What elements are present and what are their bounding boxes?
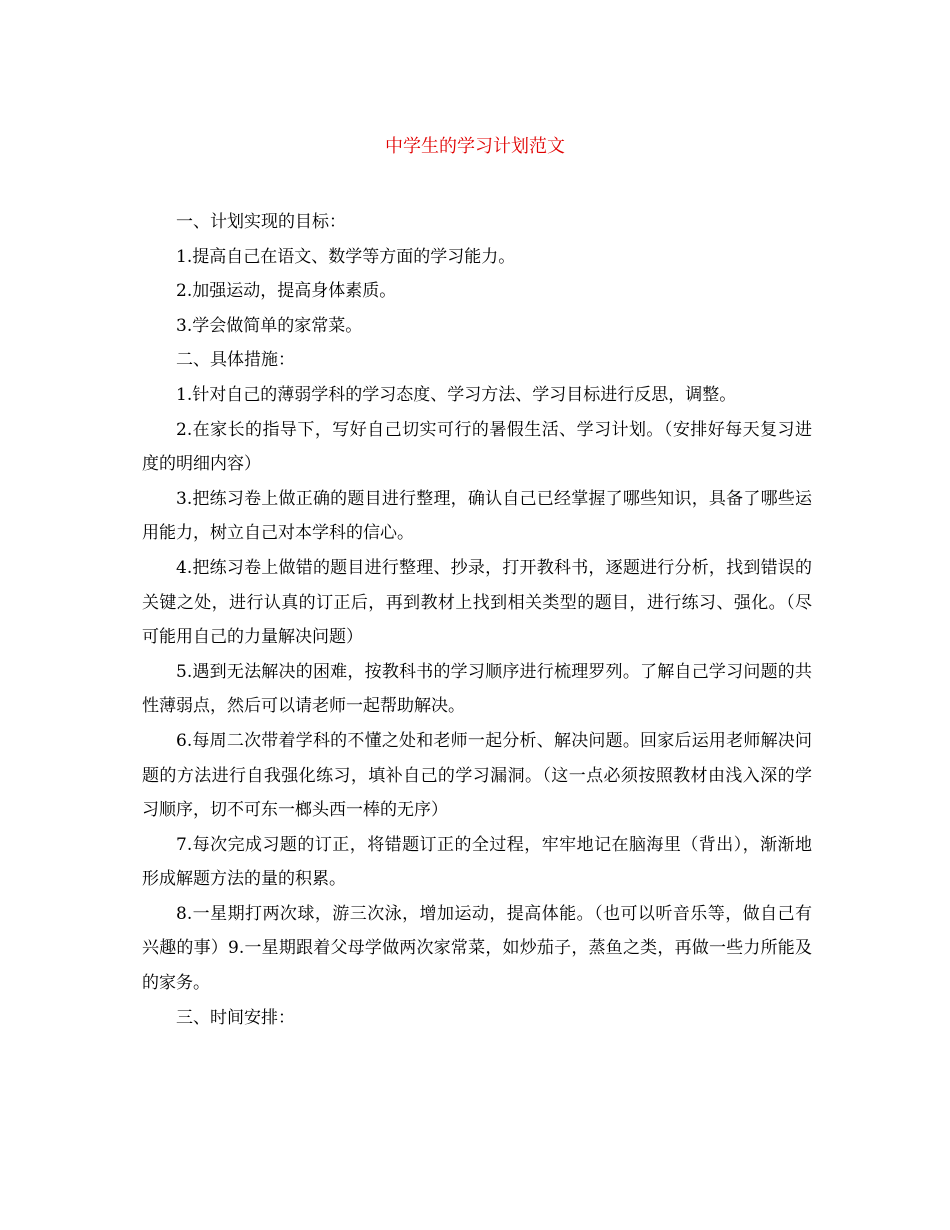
section-heading-schedule: 三、时间安排：: [176, 1007, 295, 1028]
measure-item-5: 5.遇到无法解决的困难，按教科书的学习顺序进行梳理罗列。了解自己学习问题的共性薄弱点，然后可以请老师一起帮助解决。: [142, 661, 812, 717]
measure-item-1: 1.针对自己的薄弱学科的学习态度、学习方法、学习目标进行反思，调整。: [176, 384, 737, 405]
measure-item-7: 7.每次完成习题的订正，将错题订正的全过程，牢牢地记在脑海里（背出），渐渐地形成解题方法的量的积累。: [142, 834, 812, 890]
goal-item-2: 2.加强运动，提高身体素质。: [176, 281, 397, 302]
goal-item-3: 3.学会做简单的家常菜。: [176, 315, 363, 336]
measure-item-8-9: 8.一星期打两次球，游三次泳，增加运动，提高体能。（也可以听音乐等，做自己有兴趣的事）9.一星期跟着父母学做两次家常菜，如炒茄子，蒸鱼之类，再做一些力所能及的家务。: [142, 903, 812, 994]
measure-item-4: 4.把练习卷上做错的题目进行整理、抄录，打开教科书，逐题进行分析，找到错误的关键之处，进行认真的订正后，再到教材上找到相关类型的题目，进行练习、强化。（尽可能用自己的力量解决问题）: [142, 557, 812, 648]
section-heading-goals: 一、计划实现的目标：: [176, 212, 346, 232]
document-body: [142, 205, 812, 1035]
goal-item-1: 1.提高自己在语文、数学等方面的学习能力。: [176, 246, 516, 267]
measure-item-6: 6.每周二次带着学科的不懂之处和老师一起分析、解决问题。回家后运用老师解决问题的方法进行自我强化练习，填补自己的学习漏洞。（这一点必须按照教材由浅入深的学习顺序，切不可东一榔头西一棒的无序）: [142, 730, 812, 821]
document-title: 中学生的学习计划范文: [385, 136, 565, 157]
measure-item-2: 2.在家长的指导下，写好自己切实可行的暑假生活、学习计划。（安排好每天复习进度的明细内容）: [142, 419, 812, 475]
section-heading-measures: 二、具体措施：: [176, 350, 295, 371]
measure-item-3: 3.把练习卷上做正确的题目进行整理，确认自己已经掌握了哪些知识，具备了哪些运用能力，树立自己对本学科的信心。: [142, 488, 812, 544]
